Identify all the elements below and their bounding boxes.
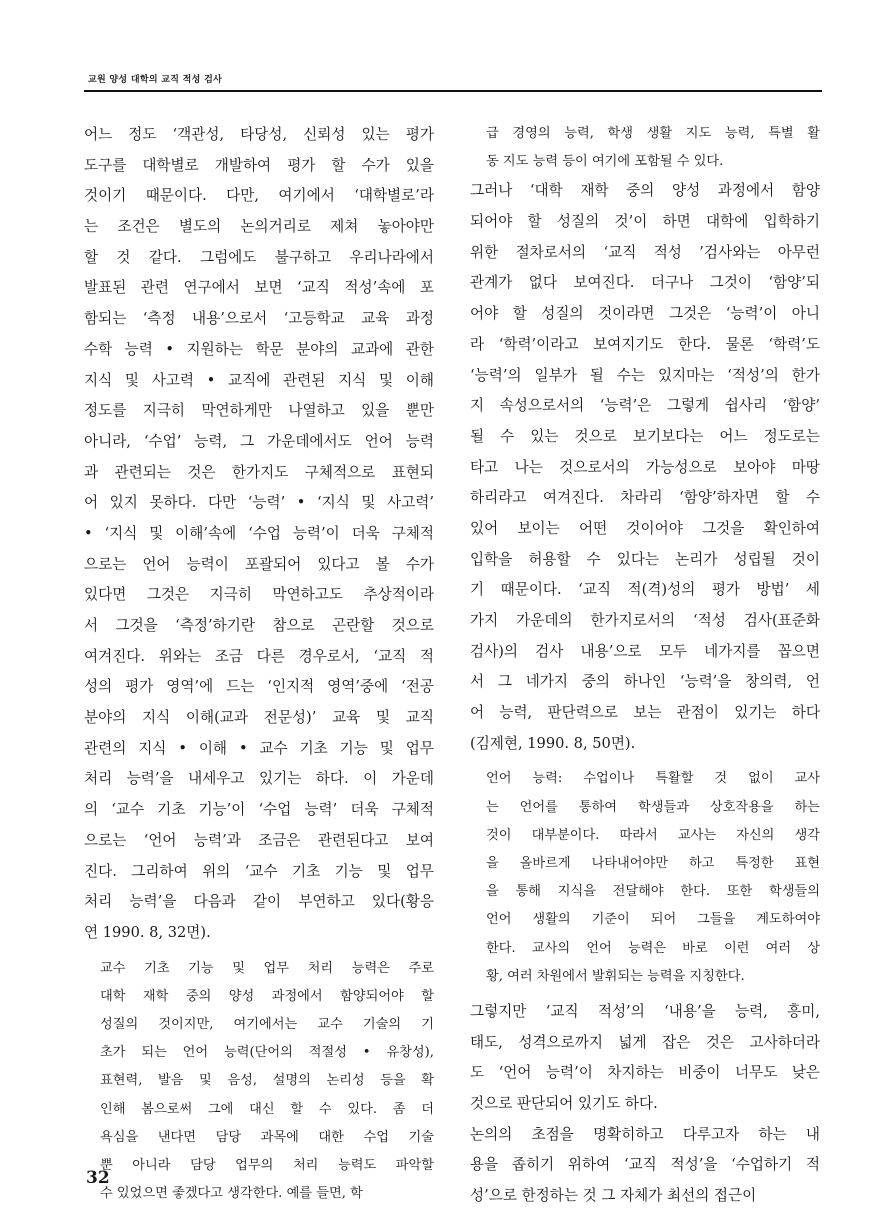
text-line: 여겨진다. 위와는 조금 다른 경우로서, ‘교직 적	[84, 647, 434, 665]
text-line: 되어야 할 성질의 것’이 하면 대학에 입학하기	[470, 213, 820, 231]
text-line: 어 있지 못하다. 다만 ‘능력’ • ‘지식 및 사고력’	[84, 494, 434, 512]
text-line: 도 ‘언어 능력’이 차지하는 비중이 너무도 낮은	[470, 1064, 820, 1082]
text-line: 논의의 초점을 명확히하고 다루고자 하는 내	[470, 1125, 820, 1143]
left-column	[84, 120, 434, 1208]
text-line: 의 ‘교수 기초 기능’이 ‘수업 능력’ 더욱 구체적	[84, 801, 434, 819]
text-line: 으로는 언어 능력이 포괄되어 있다고 볼 수가	[84, 555, 434, 573]
text-line: 는 조건은 별도의 논의거리로 제쳐 놓아야만	[84, 218, 434, 236]
text-line: 될 수 있는 것으로 보기보다는 어느 정도로는	[470, 427, 820, 445]
text-line: 도구를 대학별로 개발하여 평가 할 수가 있을	[84, 156, 434, 174]
text-line: 을 통해 지식을 전달해야 한다. 또한 학생들의	[486, 884, 820, 900]
text-line: 용을 좁히기 위하여 ‘교직 적성’을 ‘수업하기 적	[470, 1156, 820, 1174]
text-line: 것이기 때문이다. 다만, 여기에서 ‘대학별로’라	[84, 187, 434, 205]
text-line: 입학을 허용할 수 있다는 논리가 성립될 것이	[470, 550, 820, 568]
text-line: 서 그 네가지 중의 하나인 ‘능력’을 창의력, 언	[470, 673, 820, 691]
text-line: 있다면 그것은 지극히 막연하고도 추상적이라	[84, 586, 434, 604]
text-line: 그렇지만 ‘교직 적성’의 ‘내용’을 능력, 흥미,	[470, 1002, 820, 1020]
text-line: 분야의 지식 이해(교과 전문성)’ 교육 및 교직	[84, 709, 434, 727]
text-line: 수학 능력 • 지원하는 학문 분야의 교과에 관한	[84, 340, 434, 358]
text-line: • ‘지식 및 이해’속에 ‘수업 능력’이 더욱 구체적	[84, 524, 434, 542]
text-line: 있어 보이는 어떤 것이어야 그것을 확인하여	[470, 519, 820, 537]
text-line: 것으로 판단되어 있기도 하다.	[470, 1095, 658, 1112]
text-line: 것이 대부분이다. 따라서 교사는 자신의 생각	[486, 827, 820, 843]
text-line: 진다. 그리하여 위의 ‘교수 기초 기능 및 업무	[84, 862, 434, 880]
text-line: 을 올바르게 나타내어야만 하고 특정한 표현	[486, 856, 820, 871]
text-line: 는 언어를 통하여 학생들과 상호작용을 하는	[486, 799, 820, 815]
text-line: 수 있었으면 좋겠다고 생각한다. 예를 들면, 학	[100, 1186, 363, 1202]
running-header: 교원 양성 대학의 교직 적성 검사	[88, 75, 223, 85]
text-line: 기 때문이다. ‘교직 적(격)성의 평가 방법’ 세	[470, 581, 820, 599]
text-line: 표현력, 발음 및 음성, 설명의 논리성 등을 확	[100, 1073, 434, 1089]
text-line: (김제현, 1990. 8, 50면).	[470, 734, 636, 752]
text-line: 어느 정도 ‘객관성, 타당성, 신뢰성 있는 평가	[84, 126, 434, 143]
text-line: 함되는 ‘측정 내용’으로서 ‘고등학교 교육 과정	[84, 310, 434, 328]
text-line: 성질의 것이지만, 여기에서는 교수 기술의 기	[100, 1016, 434, 1032]
text-line: 처리 능력’을 내세우고 있기는 하다. 이 가운데	[84, 770, 434, 788]
text-line: 할 것 같다. 그럼에도 불구하고 우리나라에서	[84, 248, 434, 266]
text-line: 그러나 ‘대학 재학 중의 양성 과정에서 함양	[470, 182, 820, 200]
text-line: 가지 가운데의 한가지로서의 ‘적성 검사(표준화	[470, 612, 820, 629]
text-line: 관계가 없다 보여진다. 더구나 그것이 ‘함양’되	[470, 274, 820, 292]
left-block-quote	[84, 955, 434, 1209]
text-line: 타고 나는 것으로서의 가능성으로 보아야 마땅	[470, 458, 820, 476]
text-line: 한다. 교사의 언어 능력은 바로 이런 여러 상	[486, 940, 820, 956]
text-line: 발표된 관련 연구에서 보면 ‘교직 적성’속에 포	[84, 279, 434, 297]
text-line: 지식 및 사고력 • 교직에 관련된 지식 및 이해	[84, 371, 434, 389]
text-line: 교수 기초 기능 및 업무 처리 능력은 주로	[100, 960, 434, 976]
text-line: 지 속성으로서의 ‘능력’은 그렇게 쉽사리 ‘함양’	[470, 397, 820, 415]
text-line: 위한 절차로서의 ‘교직 적성 ’검사와는 아무런	[470, 243, 820, 261]
text-line: 검사)의 검사 내용’으로 모두 네가지를 꼽으면	[470, 642, 820, 660]
text-line: 태도, 성격으로까지 넓게 잡은 것은 고사하더라	[470, 1033, 820, 1051]
text-line: 대학 재학 중의 양성 과정에서 함양되어야 할	[100, 988, 434, 1004]
text-line: 황, 여러 차원에서 발휘되는 능력을 지칭한다.	[486, 968, 745, 984]
right-body-text-1	[470, 176, 820, 759]
text-line: 성의 평가 영역’에 드는 ‘인지적 영역’중에 ‘전공	[84, 678, 434, 696]
text-line: 급 경영의 능력, 학생 생활 지도 능력, 특별 활	[486, 126, 820, 141]
text-line: 처리 능력’을 다음과 같이 부연하고 있다(황응	[84, 893, 434, 911]
left-body-text	[84, 120, 434, 949]
text-line: 언어 생활의 기준이 되어 그들을 계도하여야	[486, 912, 820, 928]
text-line: ‘능력’의 일부가 될 수는 있지마는 ‘적성’의 한가	[470, 366, 820, 384]
text-line: 하리라고 여겨진다. 차라리 ‘함양’하자면 할 수	[470, 489, 820, 507]
text-line: 어 능력, 판단력으로 보는 관점이 있기는 하다	[470, 704, 820, 722]
text-line: 어야 할 성질의 것이라면 그것은 ‘능력’이 아니	[470, 305, 820, 323]
text-line: 과 관련되는 것은 한가지도 구체적으로 표현되	[84, 463, 434, 481]
text-line: 욕심을 낸다면 담당 과목에 대한 수업 기술	[100, 1129, 434, 1145]
text-line: 서 그것을 ‘측정’하기란 참으로 곤란할 것으로	[84, 617, 434, 634]
text-line: 연 1990. 8, 32면).	[84, 923, 211, 941]
text-line: 정도를 지극히 막연하게만 나열하고 있을 뿐만	[84, 402, 434, 420]
text-line: 으로는 ‘언어 능력’과 조금은 관련된다고 보여	[84, 831, 434, 849]
page-number: 32	[86, 1168, 110, 1188]
text-line: 인해 봄으로써 그에 대신 할 수 있다. 좀 더	[100, 1101, 434, 1117]
header-rule	[84, 90, 822, 92]
text-line: 관련의 지식 • 이해 • 교수 기초 기능 및 업무	[84, 739, 434, 757]
text-line: 아니라, ‘수업’ 능력, 그 가운데에서도 언어 능력	[84, 432, 434, 450]
text-line: 초가 되는 언어 능력(단어의 적절성 • 유창성),	[100, 1045, 434, 1061]
text-line: 라 ‘학력’이라고 보여지기도 한다. 물론 ‘학력’도	[470, 335, 820, 353]
right-block-quote-continued	[470, 120, 820, 176]
text-line: 뿐 아니라 담당 업무의 처리 능력도 파악할	[100, 1157, 434, 1173]
right-block-quote	[470, 765, 820, 991]
right-column	[470, 120, 820, 1212]
text-line: 동 지도 능력 등이 여기에 포함될 수 있다.	[486, 154, 724, 170]
text-line: 언어 능력: 수업이나 특활할 것 없이 교사	[486, 771, 820, 787]
text-line: 성’으로 한정하는 것 그 자체가 최선의 접근이	[470, 1187, 757, 1205]
right-body-text-2	[470, 997, 820, 1212]
